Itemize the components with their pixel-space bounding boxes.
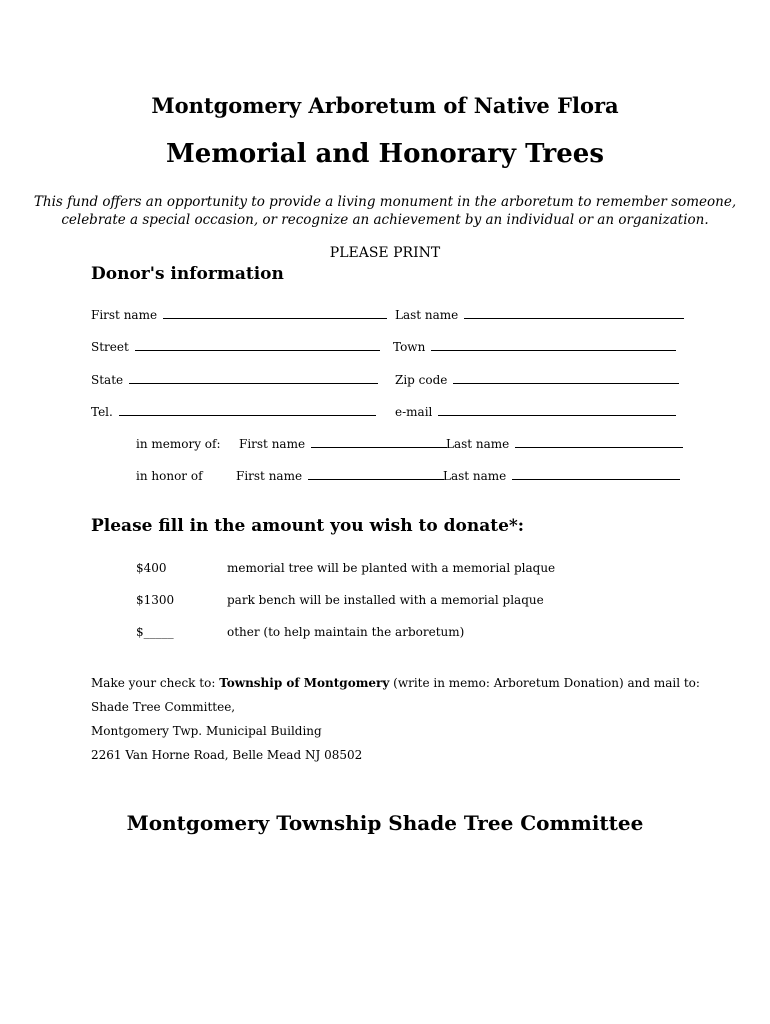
first-name-label: First name: [91, 308, 158, 322]
intro-line-1: This fund offers an opportunity to provide a living monument in the arboretum to remember someone,: [33, 194, 737, 210]
memory-first-name-label: First name: [239, 437, 306, 451]
first-name-line[interactable]: [163, 309, 387, 319]
address-line-3: 2261 Van Horne Road, Belle Mead NJ 08502: [91, 748, 363, 762]
address-line-2: Montgomery Twp. Municipal Building: [91, 724, 322, 738]
first-name-field[interactable]: [91, 308, 387, 322]
tel-line[interactable]: [119, 406, 376, 416]
state-field[interactable]: [91, 373, 378, 387]
email-line[interactable]: [438, 406, 676, 416]
memory-last-name-label: Last name: [446, 437, 510, 451]
check-prefix: Make your check to:: [91, 676, 220, 690]
zip-field[interactable]: [395, 373, 679, 387]
organization-name: Montgomery Arboretum of Native Flora: [151, 93, 619, 118]
option-other-amount[interactable]: $_____: [136, 625, 174, 639]
donation-heading: Please fill in the amount you wish to donate*:: [91, 516, 525, 536]
street-line[interactable]: [135, 341, 380, 351]
street-label: Street: [91, 340, 129, 354]
donor-info-heading: Donor's information: [91, 264, 284, 284]
email-field[interactable]: [395, 405, 676, 419]
last-name-field[interactable]: [395, 308, 684, 322]
honor-first-name-line[interactable]: [308, 470, 444, 480]
honor-first-name-label: First name: [236, 469, 303, 483]
option-400-amount: $400: [136, 561, 167, 575]
option-1300-description: park bench will be installed with a memorial plaque: [227, 593, 544, 607]
intro-text: [0, 193, 770, 229]
tel-label: Tel.: [91, 405, 113, 419]
intro-line-2: celebrate a special occasion, or recognize an achievement by an individual or an organization.: [61, 212, 709, 228]
street-field[interactable]: [91, 340, 380, 354]
in-memory-label: in memory of:: [136, 437, 221, 451]
email-label: e-mail: [395, 405, 433, 419]
state-label: State: [91, 373, 124, 387]
memory-first-name-field[interactable]: [239, 437, 447, 451]
page-title: Memorial and Honorary Trees: [166, 139, 604, 169]
please-print-label: PLEASE PRINT: [329, 245, 441, 261]
town-line[interactable]: [431, 341, 676, 351]
option-1300-amount: $1300: [136, 593, 175, 607]
last-name-label: Last name: [395, 308, 459, 322]
option-400-description: memorial tree will be planted with a memorial plaque: [227, 561, 556, 575]
payee-name: Township of Montgomery: [219, 676, 390, 690]
memory-last-name-line[interactable]: [515, 438, 683, 448]
in-honor-label: in honor of: [136, 469, 203, 483]
honor-last-name-label: Last name: [443, 469, 507, 483]
state-line[interactable]: [129, 374, 378, 384]
footer-committee: Montgomery Township Shade Tree Committee: [126, 811, 644, 835]
option-other-description: other (to help maintain the arboretum): [227, 625, 465, 639]
town-label: Town: [393, 340, 426, 354]
town-field[interactable]: [393, 340, 676, 354]
honor-first-name-field[interactable]: [236, 469, 444, 483]
tel-field[interactable]: [91, 405, 376, 419]
address-line-1: Shade Tree Committee,: [91, 700, 236, 714]
memory-first-name-line[interactable]: [311, 438, 447, 448]
honor-last-name-field[interactable]: [443, 469, 680, 483]
last-name-line[interactable]: [464, 309, 684, 319]
zip-line[interactable]: [453, 374, 679, 384]
honor-last-name-line[interactable]: [512, 470, 680, 480]
check-suffix: (write in memo: Arboretum Donation) and mail to:: [389, 676, 700, 690]
memory-last-name-field[interactable]: [446, 437, 683, 451]
check-instructions: [91, 676, 700, 690]
zip-label: Zip code: [395, 373, 448, 387]
